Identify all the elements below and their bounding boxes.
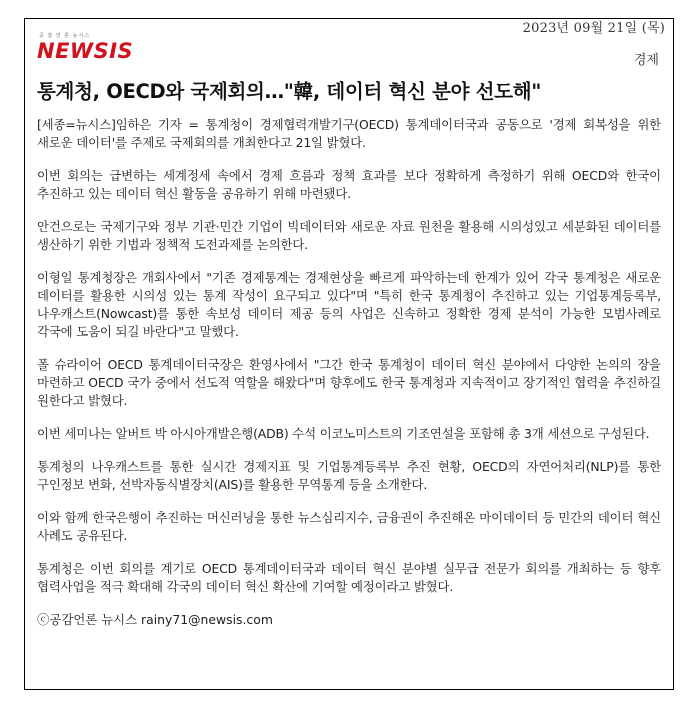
logo-tagline: 공 감 언 론 뉴시스 [39,33,91,39]
publication-date: 2023년 09월 21일 (목) [522,21,665,36]
paragraph: 통계청의 나우캐스트를 통한 실시간 경제지표 및 기업통계등록부 추진 현황, OECD의 자연어처리(NLP)를 통한 구인정보 변화, 선박자동식별장치(AIS)를 활용한 무역통계 등을 소개한다. [37,459,661,492]
paragraph: 이번 회의는 급변하는 세계정세 속에서 경제 흐름과 정책 효과를 보다 정확하게 측정하기 위해 OECD와 한국이 추진하고 있는 데이터 혁신 활동을 공유하기 위해 마련됐다. [37,168,661,201]
paragraph: 이와 함께 한국은행이 추진하는 머신러닝을 통한 뉴스심리지수, 금융권이 추진해온 마이데이터 등 민간의 데이터 혁신 사례도 공유된다. [37,510,661,543]
logo-wordmark: NEWSIS [37,39,134,63]
paragraph: [세종=뉴시스]임하은 기자 = 통계청이 경제협력개발기구(OECD) 통계데이터국과 공동으로 '경제 회복성을 위한 새로운 데이터'를 주제로 국제회의를 개최한다고 21일 밝혔다. [37,117,661,150]
paragraph: 폴 슈라이어 OECD 통계데이터국장은 환영사에서 "그간 한국 통계청이 데이터 혁신 분야에서 다양한 논의의 장을 마련하고 OECD 국가 중에서 선도적 역할을 해왔다"며 향후에도 한국 통계청과 지속적이고 장기적인 협력을 추진하길 원한다고 밝혔다. [37,357,661,408]
article-headline: 통계청, OECD와 국제회의…"韓, 데이터 혁신 분야 선도해" [37,80,542,103]
paragraph: 이형일 통계청장은 개회사에서 "기존 경제통계는 경제현상을 빠르게 파악하는데 한계가 있어 각국 통계청은 새로운 데이터를 활용한 시의성 있는 통계 작성이 요구되고 있다"며 "특히 한국 통계청이 추진하고 있는 기업통계등록부, 나우캐스트(Nowcast)를 통한 속보성 데이터 제공 등의 사업은 신속하고 정확한 경제 분석이 가능한 모범사례로 각국에 도움이 되길 바란다"고 말했다. [37,270,661,339]
copyright-footer: ⓒ공감언론 뉴시스 rainy71@newsis.com [37,612,273,627]
article-clipping [24,18,674,690]
paragraph: 안건으로는 국제기구와 정부 기관·민간 기업이 빅데이터와 새로운 자료 원천을 활용해 시의성있고 세분화된 데이터를 생산하기 위한 기법과 정책적 도전과제를 논의한다. [37,219,661,252]
newsis-logo [37,33,137,65]
section-label: 경제 [633,53,659,68]
paragraph: 이번 세미나는 알버트 박 아시아개발은행(ADB) 수석 이코노미스트의 기조연설을 포함해 총 3개 세션으로 구성된다. [37,426,650,441]
paragraph: 통계청은 이번 회의를 계기로 OECD 통계데이터국과 데이터 혁신 분야별 실무급 전문가 회의를 개최하는 등 향후 협력사업을 적극 확대해 각국의 데이터 혁신 확산에 기여할 예정이라고 밝혔다. [37,561,661,594]
article-body [37,116,661,629]
